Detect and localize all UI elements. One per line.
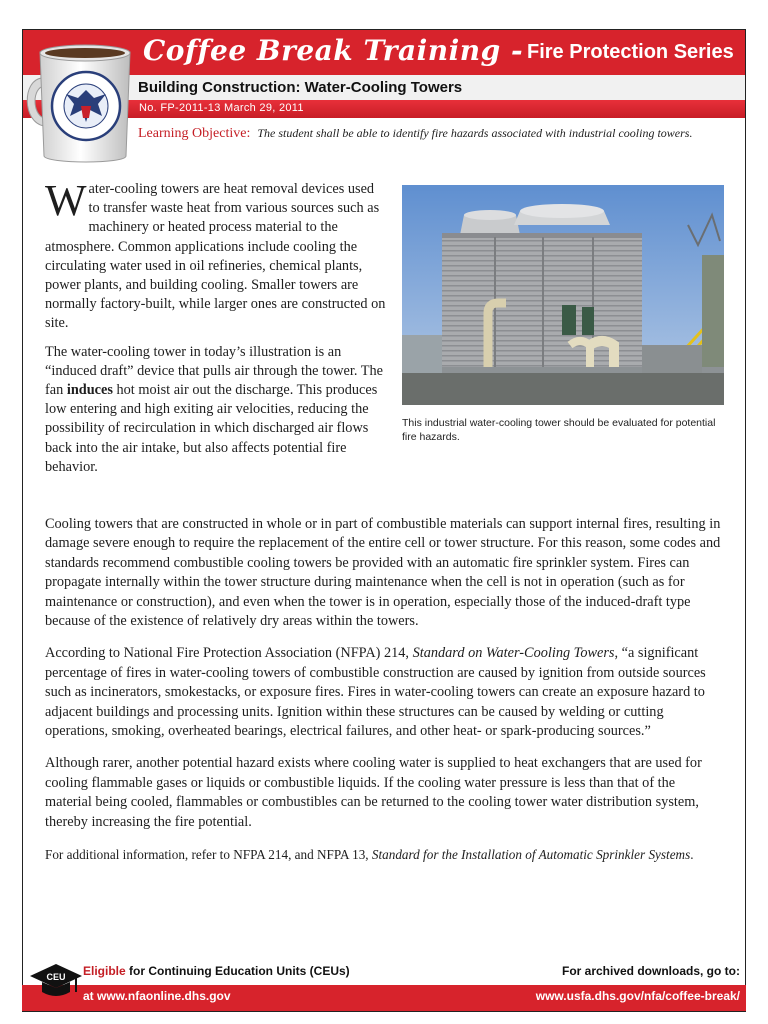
learning-objective <box>138 126 692 142</box>
archive-link[interactable]: www.usfa.dhs.gov/nfa/coffee-break/ <box>535 989 740 1003</box>
cooling-tower-photo <box>402 185 724 405</box>
photo-caption: This industrial water-cooling tower should be evaluated for potential fire hazards. <box>402 417 716 443</box>
ceu-badge-text: CEU <box>46 972 66 982</box>
body-paragraph-3: Cooling towers that are constructed in whole or in part of combustible materials can support internal fires, resulting in damage severe enough to require the replacement of the entire cell or tower structure. For this reason, some codes and standards recommend combustible cooling towers be provided with an automatic fire sprinkler system. Fires can propagate internally within the tower structure during maintenance when the cell is not in operation (such as for maintenance or construction), and even when the tower is in operation, especially those of the induced-draft type because of the existence of relatively dry areas within the towers. <box>45 516 721 630</box>
objective-label: Learning Objective: <box>138 126 251 141</box>
intro-text <box>45 176 387 486</box>
archive-label: For archived downloads, go to: <box>561 964 740 978</box>
document-number: No. FP-2011-13 March 29, 2011 <box>139 102 304 114</box>
body-paragraph-6: For additional information, refer to NFPA 214, and NFPA 13, Standard for the Installation of Automatic Sprinkler Systems. <box>45 847 694 863</box>
eligible-label: Eligible <box>83 964 126 978</box>
body-paragraph-4: According to National Fire Protection Association (NFPA) 214, Standard on Water-Cooling Towers, “a significant percentage of fires in water-cooling towers of combustible construction are caused by ignition from outside sources such as incinerators, smokestacks, or exposure fires. Fires in water-cooling towers can create an exposure hazard to adjacent buildings and processing units. Ignition within these structures can be caused by welding or cutting operations, smoking, overheated bearings, electrical failures, and other heat- or spark-producing sources.” <box>45 645 706 740</box>
brand-title: Coffee Break Training - <box>143 34 524 67</box>
drop-cap: W <box>45 176 87 225</box>
intro-paragraph-1: Water-cooling towers are heat removal devices used to transfer waste heat from various sources such as machinery or heated process material to the atmosphere. Common applications include cooling the circulating water used in oil refineries, chemical plants, power plants, and building cooling. Smaller towers are normally factory-built, while larger ones are constructed on site. <box>45 176 386 332</box>
body-text <box>45 515 725 878</box>
objective-text: The student shall be able to identify fire hazards associated with industrial cooling towers. <box>257 126 693 140</box>
intro-paragraph-2: The water-cooling tower in today’s illustration is an “induced draft” device that pulls air through the tower. The fan induces hot moist air out the discharge. This produces low entering and high exiting air velocities, reducing the possibility of recirculation in which discharged air flows back into the air intake, but also affects potential fire behavior. <box>45 343 383 475</box>
ceu-eligibility: Eligible for Continuing Education Units (CEUs) <box>83 964 350 978</box>
series-title: Fire Protection Series <box>527 41 734 63</box>
body-paragraph-5: Although rarer, another potential hazard exists where cooling water is supplied to heat exchangers that are used for cooling flammable gases or liquids or combustible liquids. If the cooling water pressure is less than that of the material being cooled, flammables or combustibles can be returned to the cooling tower water distribution system, thereby increasing the fire potential. <box>45 755 702 830</box>
page-title: Building Construction: Water-Cooling Towers <box>138 79 463 96</box>
graduation-cap-icon <box>30 960 82 1000</box>
coffee-mug-logo-icon <box>26 38 138 168</box>
ceu-link[interactable]: at www.nfaonline.dhs.gov <box>83 989 231 1003</box>
